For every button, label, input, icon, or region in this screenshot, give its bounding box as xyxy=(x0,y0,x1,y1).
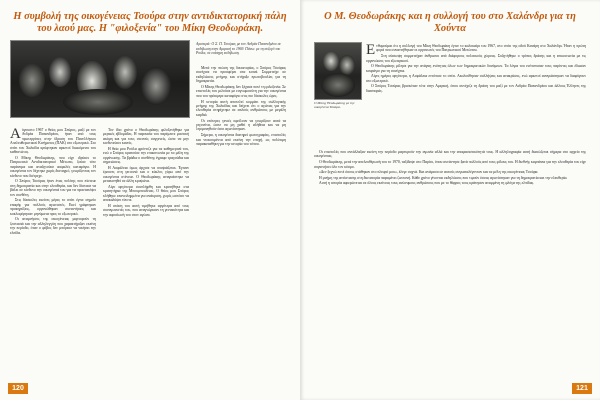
paragraph: Ο Σπύρος Τσούρας ήταν ένας πολίτης που πίστευε στη δημοκρατία και στην ελευθερία, και δεν δίστασε να βάλει σε κίνδυνο την οικογένειά του για να προστατέψει τον συνθέτη. xyxy=(10,179,96,197)
paragraph: Ο Θεοδωράκης, μετά την απελευθέρωσή του το 1970, ταξίδεψε στο Παρίσι, όπου συνάντησε ξανά πολλούς από τους φίλους του. Η διεθνής καμπάνια για την ελευθερία του είχε συγκινήσει όλο τον κόσμο. xyxy=(314,160,586,169)
paragraph: Λίγο αργότερα συνελήφθη και κρατήθηκε στα κρατητήρια της Μπουμπουλίνας. Ο θείος μου Σπύρος κλήθηκε επανειλημμένα για ανάκριση, χωρίς ωστόσο να αποκαλύψει τίποτε. xyxy=(103,185,189,203)
paragraph: Οι αναμνήσεις της οικογένειας μαρτυρούν τη ζεστασιά και την αλληλεγγύη που χαρακτήριζαν εκείνη την περίοδο, όταν ο φόβος δεν μπόρεσε να νικήσει την ελπίδα. xyxy=(10,217,96,235)
theodorakis-photo xyxy=(314,42,362,100)
left-column-2 xyxy=(103,128,189,219)
paragraph: Η στάση του αυτή τιμήθηκε αργότερα από τους συναγωνιστές του, που αναγνώρισαν τη γενναιότητα και την αφοσίωσή του στον αγώνα. xyxy=(103,204,189,217)
paragraph: Ενθυμούμαι ότι η συλλογή του Μίκη Θεοδωράκη έγινε το καλοκαίρι του 1967, στο σπίτι της οδού Κανάρη στο Χαλάνδρι. Ήταν η πρώτη φορά που συναντήθηκαν οι οργανωτές του Πατριωτικού Μετώπου. xyxy=(366,42,586,58)
left-photo-caption: Αριστερά: Ο Σ. Π. Τσούρας με τον Ανδρέα Παπανδρέου σε εκδήλωση στην Αμερική το 1969. Πάνω: με τη συζυγό του Ρούλα, σε επίσημη εκδήλωση. xyxy=(196,42,281,56)
left-page-title: Η συμβολή της οικογένειας Τσούρα στην αντιδικτατορική πάλη του λαού μας. Η "φιλοξενία" του Μίκη Θεοδωράκη. xyxy=(13,11,287,34)
page-number: 121 xyxy=(572,383,592,394)
paragraph: Η Ασφάλεια όμως άρχισε να υποψιάζεται. Έγιναν έρευνες στη γειτονιά και ο κύκλος γύρω από την οικογένεια στένευε. Ο Θεοδωράκης αναγκάστηκε να μετακινηθεί σε άλλη κρυψώνα. xyxy=(103,166,189,184)
paragraph: Ο Θεοδωράκης μίλησε για την ανάγκη ενότητας όλων των δημοκρατικών δυνάμεων. Τα λόγια του ενέπνευσαν τους παρόντες και έδωσαν κουράγιο για τη συνέχεια. xyxy=(366,64,586,73)
paragraph: Στις δύσκολες εκείνες μέρες το σπίτι έγινε σημείο επαφής για πολλούς αγωνιστές. Εκεί γράφτηκαν προκηρύξεις, οργανώθηκαν συναντήσεις και κυκλοφόρησαν μηνύματα προς το εξωτερικό. xyxy=(10,198,96,216)
paragraph: Αυτή η ιστορία αφιερώνεται σε όλους εκείνους τους ανώνυμους ανθρώπους που με το θάρρος τους κράτησαν αναμμένη τη φλόγα της ελπίδας. xyxy=(319,181,535,186)
right-column-2 xyxy=(314,150,586,187)
left-column-1 xyxy=(10,128,96,236)
left-column-3 xyxy=(196,66,286,148)
event-photo xyxy=(10,40,190,118)
paragraph: Ο Σπύρος Τσούρας βρισκόταν τότε στην Αμερική, όπου συνέχιζε τη δράση του μαζί με τον Ανδρέα Παπανδρέου και άλλους Έλληνες της διασποράς. xyxy=(366,84,586,93)
paragraph: Μετά την πτώση της δικτατορίας, ο Σπύρος Τσούρας συνέχισε να προσφέρει στα κοινά. Συμμετείχε σε εκδηλώσεις μνήμης και στήριξε πρωτοβουλίες για τη δημοκρατία. xyxy=(196,66,286,84)
paragraph: Στη σύσκεψη συμμετείχαν άνθρωποι από διάφορους πολιτικούς χώρους. Συζητήθηκε ο τρόπος δράσης και η επικοινωνία με τις οργανώσεις του εξωτερικού. xyxy=(366,54,586,63)
paragraph: Η μνήμη της αντίστασης στη δικτατορία παραμένει ζωντανή. Κάθε χρόνο γίνονται εκδηλώσεις που τιμούν όσους αγωνίστηκαν για τη δημοκρατία και την ελευθερία. xyxy=(319,175,568,180)
paragraph: Σήμερα, η οικογένεια διατηρεί φωτογραφίες, επιστολές και ντοκουμέντα από εκείνη την εποχή, ως πολύτιμη παρακαταθήκη για την ιστορία του τόπου. xyxy=(196,133,286,146)
right-photo-caption: Ο Μίκης Θεοδωράκης με την οικογένεια Τσούρα. xyxy=(314,101,355,110)
page-number: 120 xyxy=(8,383,28,394)
right-page-title: Ο Μ. Θεοδωράκης και η συλλογή του στο Χαλάνδρι για τη Χούντα xyxy=(324,11,576,34)
paragraph: Οι επιστολές που αντάλλαξαν εκείνη την περίοδο μαρτυρούν την αγωνία αλλά και την αποφασιστικότητά τους. Η αλληλογραφία αυτή διασώζεται σήμερα στο αρχείο της οικογένειας. xyxy=(314,150,586,159)
paragraph: Ο Μίκης Θεοδωράκης, που είχε ιδρύσει το Πατριωτικό Αντιδικτατορικό Μέτωπο, ζούσε τότε παράνομα και αναζητούσε ασφαλές καταφύγιο. Η οικογένεια τον δέχτηκε χωρίς δισταγμό, γνωρίζοντας τον κίνδυνο που διέτρεχε. xyxy=(10,155,96,178)
paragraph: Η ιστορία αυτή αποτελεί κομμάτι της συλλογικής μνήμης της Χαλκίδας και δείχνει ότι ο αγώνας για την ελευθερία στηρίχτηκε σε απλούς ανθρώπους με μεγάλη καρδιά. xyxy=(196,99,286,117)
paragraph: «Δεν ξεχνώ ποτέ όσους στάθηκαν στο πλευρό μου», έλεγε συχνά. Και ανάμεσα σε αυτούς συγκαταλέγονταν και τα μέλη της οικογένειας Τσούρα. xyxy=(319,170,539,175)
paragraph: Αύγουστο 1967 ο θείος μου Σπύρος, μαζί με τον Ανδρέα Παπανδρέου, ήταν από τους πρωτεργάτες στην ίδρυση του Πανελλήνιου Απελευθερωτικού Κινήματος (ΠΑΚ) στο εξωτερικό. Στο σπίτι του Χαλκίδα κρύφτηκαν αρκετοί διωκόμενοι του καθεστώτος. xyxy=(10,126,96,155)
paragraph: Οι νεότερες γενιές οφείλουν να γνωρίζουν αυτά τα γεγονότα, ώστε να μη χαθεί η αλήθεια και να μη λησμονηθούν όσοι αγωνίστηκαν. xyxy=(196,118,286,132)
paragraph: Τον ίδιο χρόνο ο Θεοδωράκης φιλοξενήθηκε για μερικές εβδομάδες. Η παρουσία του παρέμεινε μυστική ακόμη και για τους στενούς συγγενείς, ώστε να μην κινδυνεύσει κανείς. xyxy=(103,128,189,146)
paragraph: Ο Μίκης Θεοδωράκης δεν ξέχασε ποτέ τη φιλοξενία. Σε επιστολές του μιλούσε με ευγνωμοσύνη για την οικογένεια που του πρόσφερε καταφύγιο στις πιο δύσκολες ώρες. xyxy=(196,85,286,98)
paragraph: Λίγες ημέρες αργότερα, η Ασφάλεια εντόπισε το σπίτι. Ακολούθησαν συλλήψεις και ανακρίσεις, ενώ αρκετοί αναγκάστηκαν να διαφύγουν στο εξωτερικό. xyxy=(366,74,586,83)
right-column-1 xyxy=(366,44,586,94)
right-page xyxy=(300,0,600,400)
paragraph: Η θεία μου Ρούλα φρόντιζε για τα καθημερινά του, ενώ ο Σπύρος κρατούσε την επικοινωνία με τα μέλη της οργάνωσης. Τα βράδια ο συνθέτης έγραφε τραγούδια και σημειώσεις. xyxy=(103,147,189,165)
